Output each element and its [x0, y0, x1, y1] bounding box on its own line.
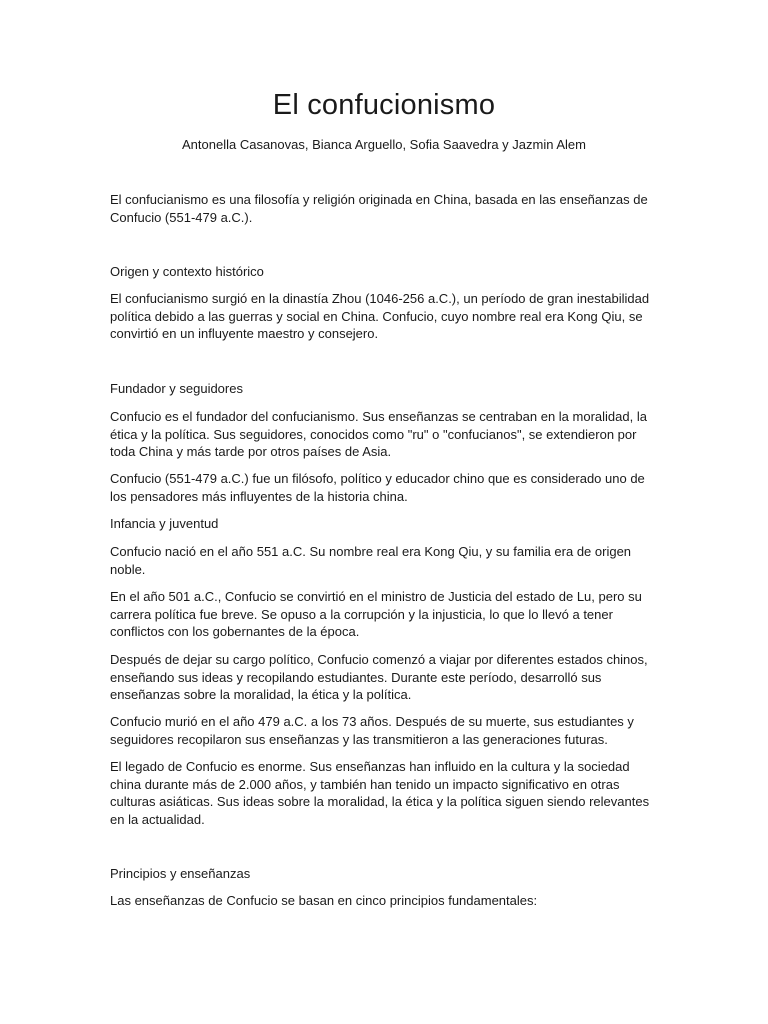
- section-fundador-heading-block: [110, 380, 658, 398]
- document-title: El confucionismo: [272, 89, 496, 121]
- paragraph-fundador-1: Confucio es el fundador del confucianismo. Sus enseñanzas se centraban en la moralidad, la ética y la política. Sus seguidores, conocidos como "ru" o "confucianos", se extendieron por toda China y más tarde por otros países de Asia.: [110, 409, 647, 460]
- section-origen-heading-block: [110, 263, 658, 281]
- section-fundador-body-2: [110, 470, 658, 505]
- section-infancia-body-5: [110, 758, 658, 828]
- intro-text: El confucianismo es una filosofía y religión originada en China, basada en las enseñanzas de Confucio (551-479 a.C.).: [110, 192, 648, 225]
- section-heading-origen: Origen y contexto histórico: [110, 264, 264, 279]
- paragraph-infancia-1: Confucio nació en el año 551 a.C. Su nombre real era Kong Qiu, y su familia era de origen noble.: [110, 544, 632, 577]
- section-infancia-heading-block: [110, 515, 658, 533]
- section-infancia-body-1: [110, 543, 658, 578]
- paragraph-fundador-2: Confucio (551-479 a.C.) fue un filósofo, político y educador chino que es considerado uno de los pensadores más influyentes de la historia china.: [110, 471, 645, 504]
- section-infancia-body-3: [110, 651, 658, 704]
- section-fundador-body-1: [110, 408, 658, 461]
- paragraph-infancia-5: El legado de Confucio es enorme. Sus enseñanzas han influido en la cultura y la sociedad china durante más de 2.000 años, y también han tenido un impacto significativo en otras culturas asiáticas. Sus ideas sobre la moralidad, la ética y la política siguen siendo relevantes en la actualidad.: [110, 759, 650, 827]
- section-origen-body: [110, 290, 658, 343]
- intro-paragraph: [110, 191, 658, 226]
- document-authors: Antonella Casanovas, Bianca Arguello, Sofia Saavedra y Jazmin Alem: [182, 137, 586, 152]
- paragraph-infancia-4: Confucio murió en el año 479 a.C. a los 73 años. Después de su muerte, sus estudiantes y seguidores recopilaron sus enseñanzas y las transmitieron a las generaciones futuras.: [110, 714, 634, 747]
- paragraph-principios: Las enseñanzas de Confucio se basan en cinco principios fundamentales:: [110, 893, 538, 908]
- paragraph-infancia-2: En el año 501 a.C., Confucio se convirtió en el ministro de Justicia del estado de Lu, pero su carrera política fue breve. Se opuso a la corrupción y la injusticia, lo que lo llevó a tener conflictos con los gobernantes de la época.: [110, 589, 642, 640]
- section-infancia-body-4: [110, 713, 658, 748]
- section-infancia-body-2: [110, 588, 658, 641]
- section-heading-principios: Principios y enseñanzas: [110, 866, 251, 881]
- section-heading-fundador: Fundador y seguidores: [110, 381, 243, 396]
- section-principios-heading-block: [110, 865, 658, 883]
- paragraph-origen: El confucianismo surgió en la dinastía Zhou (1046-256 a.C.), un período de gran inestabilidad política debido a las guerras y social en China. Confucio, cuyo nombre real era Kong Qiu, se convirtió en un influyente maestro y consejero.: [110, 291, 650, 342]
- section-heading-infancia: Infancia y juventud: [110, 516, 219, 531]
- paragraph-infancia-3: Después de dejar su cargo político, Confucio comenzó a viajar por diferentes estados chinos, enseñando sus ideas y recopilando estudiantes. Durante este período, desarrolló sus enseñanzas sobre la moralidad, la ética y la política.: [110, 652, 648, 703]
- section-principios-body: [110, 892, 658, 910]
